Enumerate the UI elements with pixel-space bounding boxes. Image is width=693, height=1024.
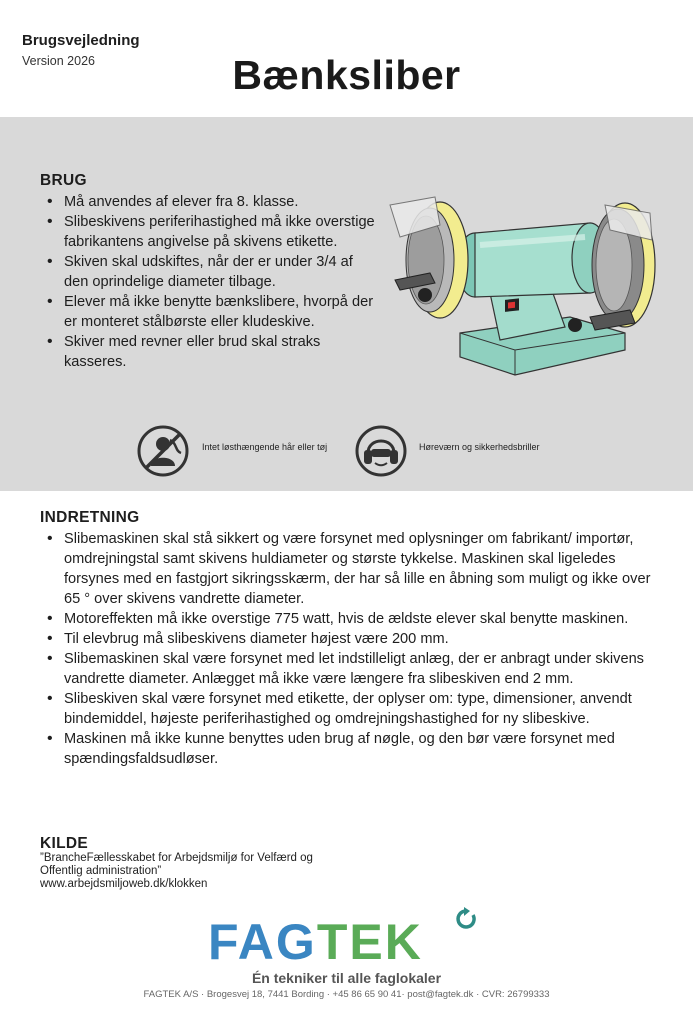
fagtek-logo (208, 907, 498, 967)
svg-text:FAGTEK (208, 914, 423, 967)
logo-letter: T (316, 914, 350, 967)
logo-letter: A (237, 914, 276, 967)
indretning-item: • Til elevbrug må slibeskivens diameter højest være 200 mm. (40, 629, 666, 649)
logo-letter: F (208, 914, 238, 967)
brug-item: • Skiver med revner eller brud skal straks kasseres. (40, 332, 380, 372)
logo-letter: E (349, 914, 385, 967)
indretning-item: • Maskinen må ikke kunne benyttes uden brug af nøgle, og den bør være forsynet med spændingsfaldsudløser. (40, 729, 666, 769)
hearing-eye-protection-icon (355, 425, 407, 477)
logo-letter: G (275, 914, 317, 967)
brug-item: • Elever må ikke benytte bænkslibere, hvorpå der er monteret stålbørste eller kludeskive. (40, 292, 380, 332)
kilde-line: Offentlig administration” (40, 865, 162, 877)
indretning-item: • Motoreffekten må ikke overstige 775 watt, hvis de ældste elever skal benytte maskinen. (40, 609, 666, 629)
document-type: Brugsvejledning (22, 32, 140, 49)
brug-item: • Skiven skal udskiftes, når der er under 3/4 af den oprindelige diameter tilbage. (40, 252, 380, 292)
document-version: Version 2026 (22, 54, 95, 68)
brug-item: • Må anvendes af elever fra 8. klasse. (40, 192, 380, 212)
pictogram-label-protection: Høreværn og sikkerhedsbriller (419, 442, 540, 452)
tagline: Én tekniker til alle faglokaler (251, 970, 442, 986)
kilde-source (40, 852, 313, 891)
pictogram-label-hair: Intet løsthængende hår eller tøj (202, 442, 328, 452)
page-title: Bænksliber (232, 52, 461, 98)
indretning-list (40, 529, 666, 769)
indretning-item: • Slibemaskinen skal være forsynet med let indstilleligt anlæg, der er anbragt under skivens vandrette diameter. Anlægget må ikke være længere fra slibeskiven end 2 mm. (40, 649, 666, 689)
no-loose-hair-clothing-icon (137, 425, 189, 477)
kilde-heading: KILDE (40, 835, 88, 852)
indretning-item: • Slibemaskinen skal stå sikkert og være forsynet med oplysninger om fabrikant/ importør, omdrejningstal samt skivens huldiameter og største tykkelse. Maskinen skal ligeledes forsynes med en fastgjort sikringsskærm, der har så lille en åbning som muligt og ikke over 65 ° over skivens vandrette diameter. (40, 529, 666, 609)
indretning-heading: INDRETNING (40, 509, 140, 526)
brug-item: • Slibeskivens periferihastighed må ikke overstige fabrikantens angivelse på skivens etikette. (40, 212, 380, 252)
kilde-url: www.arbejdsmiljoweb.dk/klokken (40, 878, 208, 890)
logo-letter: K (384, 914, 423, 967)
company-footer: FAGTEK A/S · Brogesvej 18, 7441 Bording · +45 86 65 90 41· post@fagtek.dk · CVR: 26799333 (143, 989, 550, 1000)
indretning-item: • Slibeskiven skal være forsynet med etikette, der oplyser om: type, dimensioner, anvendt bindemiddel, højeste periferihastighed og omdrejningshastighed for ny slibeskive. (40, 689, 666, 729)
kilde-line: ”BrancheFællesskabet for Arbejdsmiljø for Velfærd og (40, 852, 313, 864)
brug-list (40, 192, 380, 372)
brug-heading: BRUG (40, 172, 87, 189)
bench-grinder-illustration (380, 185, 670, 385)
